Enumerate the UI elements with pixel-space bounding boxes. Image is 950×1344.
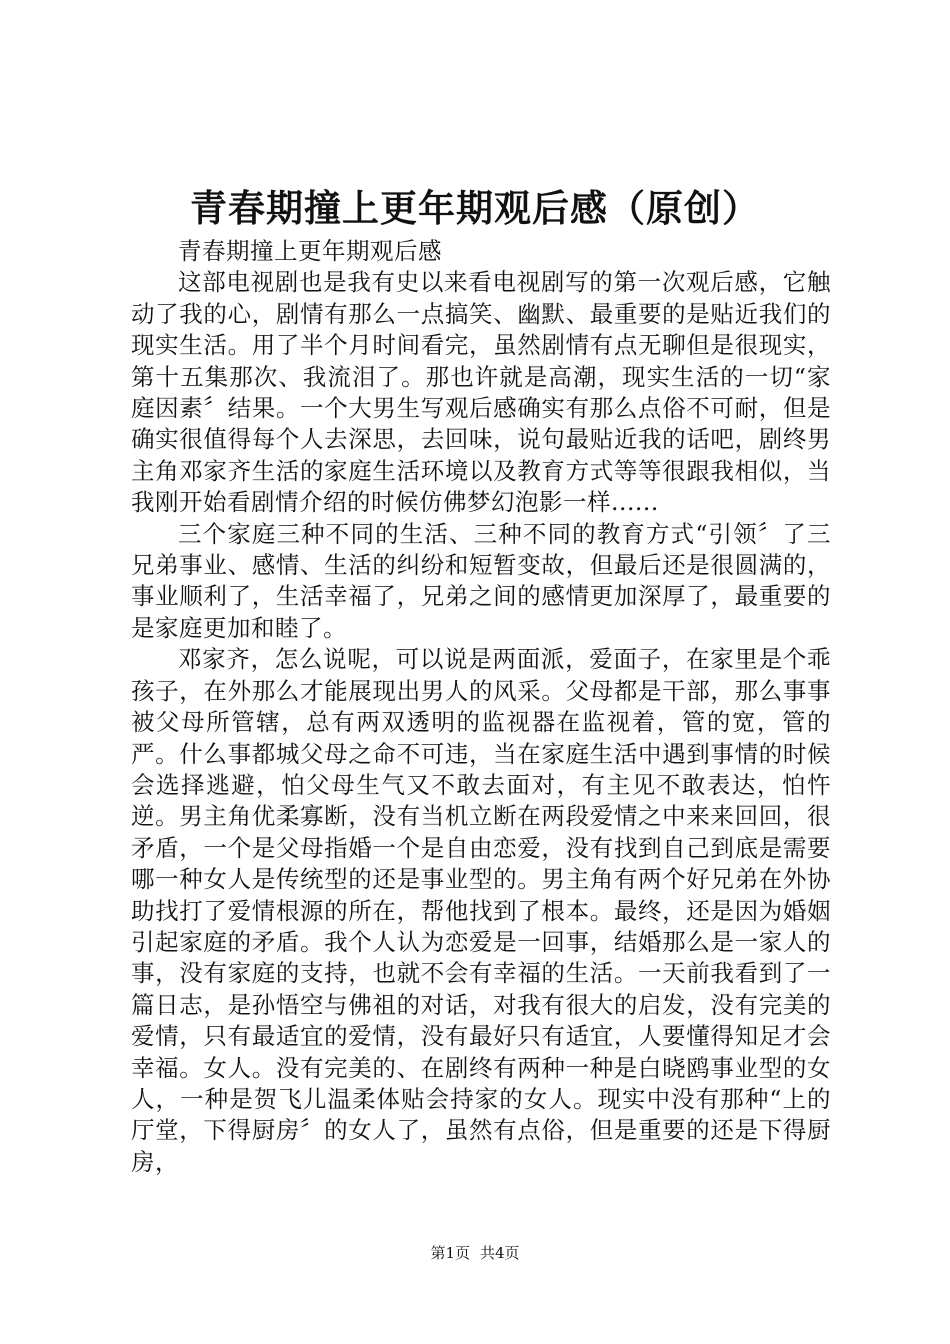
- page-total: 共4页: [480, 1244, 520, 1262]
- paragraph: 这部电视剧也是我有史以来看电视剧写的第一次观后感，它触动了我的心，剧情有那么一点搞笑、幽默、最重要的是贴近我们的现实生活。用了半个月时间看完，虽然剧情有点无聊但是很现实，第十五集那次、我流泪了。那也许就是高潮，现实生活的一切“家庭因素〞结果。一个大男生写观后感确实有那么点俗不可耐，但是确实很值得每个人去深思，去回味，说句最贴近我的话吧，剧终男主角邓家齐生活的家庭生活环境以及教育方式等等很跟我相似，当我刚开始看剧情介绍的时候仿佛梦幻泡影一样......: [131, 268, 831, 517]
- document-body: [131, 236, 831, 1178]
- paragraph-subtitle: 青春期撞上更年期观后感: [178, 237, 442, 265]
- page-footer: [0, 1243, 950, 1263]
- document-title: 青春期撞上更年期观后感（原创）: [190, 186, 760, 230]
- page-number: 第1页: [430, 1244, 470, 1262]
- paragraph: 三个家庭三种不同的生活、三种不同的教育方式“引领〞了三兄弟事业、感情、生活的纠纷和短暂变故，但最后还是很圆满的，事业顺利了，生活幸福了，兄弟之间的感情更加深厚了，最重要的是家庭更加和睦了。: [131, 519, 831, 642]
- paragraph: 邓家齐，怎么说呢，可以说是两面派，爱面子，在家里是个乖孩子，在外那么才能展现出男人的风采。父母都是干部，那么事事被父母所管辖，总有两双透明的监视器在监视着，管的宽，管的严。什么事都城父母之命不可违，当在家庭生活中遇到事情的时候会选择逃避，怕父母生气又不敢去面对，有主见不敢表达，怕忤逆。男主角优柔寡断，没有当机立断在两段爱情之中来来回回，很矛盾，一个是父母指婚一个是自由恋爱，没有找到自己到底是需要哪一种女人是传统型的还是事业型的。男主角有两个好兄弟在外协助找打了爱情根源的所在，帮他找到了根本。最终，还是因为婚姻引起家庭的矛盾。我个人认为恋爱是一回事，结婚那么是一家人的事，没有家庭的支持，也就不会有幸福的生活。一天前我看到了一篇日志，是孙悟空与佛祖的对话，对我有很大的启发，没有完美的爱情，只有最适宜的爱情，没有最好只有适宜，人要懂得知足才会幸福。女人。没有完美的、在剧终有两种一种是白晓鸥事业型的女人，一种是贺飞儿温柔体贴会持家的女人。现实中没有那种“上的厅堂，下得厨房〞的女人了，虽然有点俗，但是重要的还是下得厨房，: [131, 645, 831, 1176]
